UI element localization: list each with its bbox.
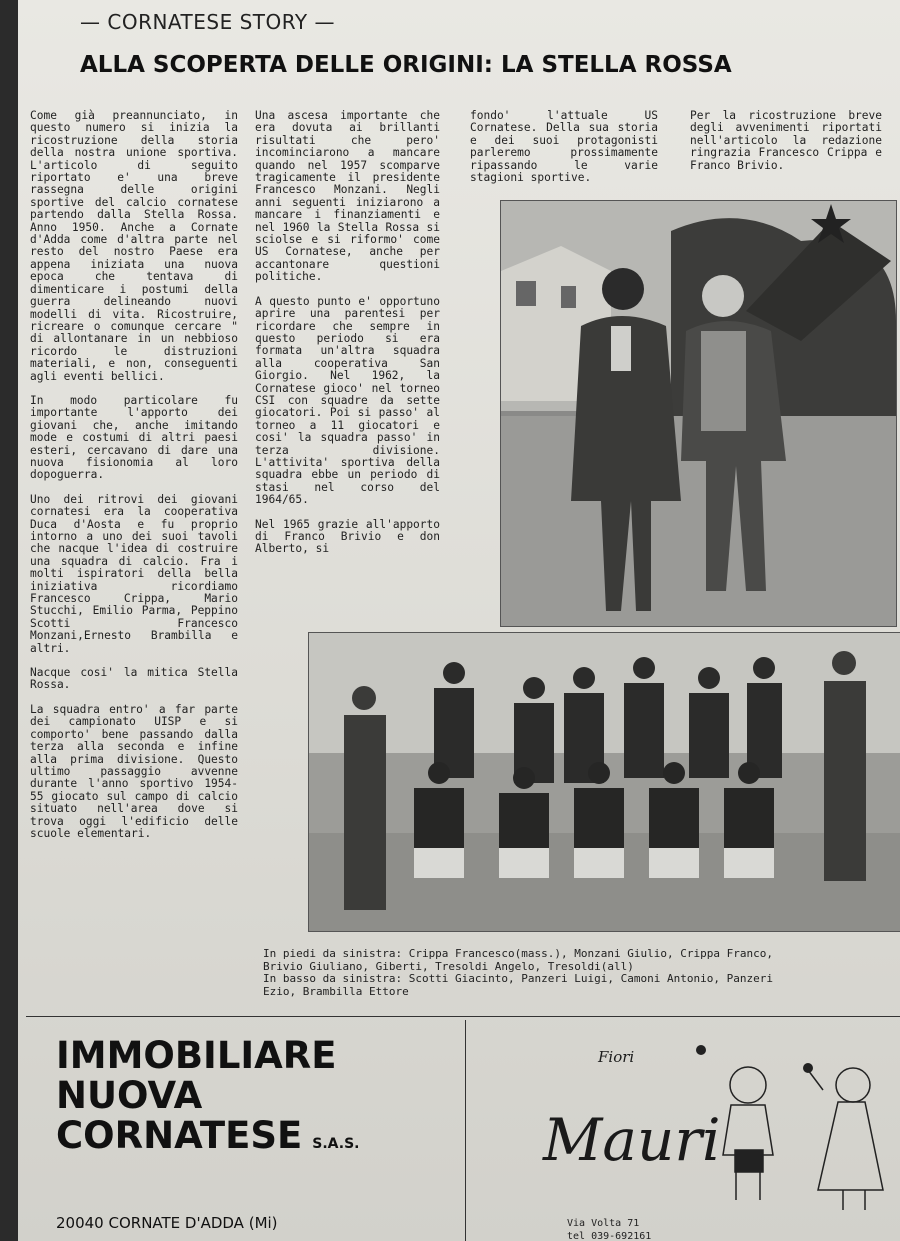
ad-line-text: CORNATESE — [56, 1114, 303, 1157]
paragraph: Una ascesa importante che era dovuta ai brillanti risultati che pero' incominciarono a mancare quando nel 1957 scomparve tragicamente il presidente Francesco Monzani. Negli anni seguenti iniziarono a mancare i finanziamenti e nel 1960 la Stella Rossa si sciolse e si riformo' come US Cornatese, anche per accantonare questioni politiche. — [255, 109, 440, 284]
article-column-2 — [255, 110, 440, 568]
paragraph: Nacque cosi' la mitica Stella Rossa. — [30, 666, 238, 692]
ad-line — [56, 1116, 359, 1164]
section-kicker: — CORNATESE STORY — — [80, 10, 335, 34]
paragraph: In modo particolare fu importante l'apporto dei giovani che, anche imitando mode e costumi di altri paesi esteri, cercavano di dare una nuova fisionomia al loro dopoguerra. — [30, 393, 238, 482]
photo-football-team — [308, 632, 900, 932]
ad-address: 20040 CORNATE D'ADDA (Mi) — [56, 1214, 278, 1232]
signature-text: Mauri — [543, 1106, 721, 1174]
article-column-1 — [30, 110, 238, 852]
caption-line: Brivio Giuliano, Giberti, Tresoldi Angelo, Tresoldi(all) — [263, 959, 634, 973]
ad-street: Via Volta 71 — [567, 1218, 640, 1229]
ad-fiori-mauri — [473, 1030, 900, 1241]
photo-caption — [263, 948, 900, 998]
caption-line: In piedi da sinistra: Crippa Francesco(mass.), Monzani Giulio, Crippa Franco, — [263, 947, 773, 960]
paragraph: Per la ricostruzione breve degli avvenimenti riportati nell'articolo la redazione ringrazia Francesco Crippa e Franco Brivio. — [690, 109, 882, 172]
ad-fiori-label: Fiori — [598, 1048, 635, 1066]
photo-illustration — [501, 201, 896, 626]
paragraph: La squadra entro' a far parte dei campionato UISP e si comporto' bene passando dalla terza alla seconda e infine alla prima divisione. Questo ultimo passaggio avvenne durante l'anno sportivo 1954-55 giocato sul campo di calcio situato nell'area dove si trova oggi l'edificio delle scuole elementari. — [30, 702, 238, 840]
photo-two-men-with-flag — [500, 200, 897, 627]
paragraph: Uno dei ritrovi dei giovani cornatesi era la cooperativa Duca d'Aosta e fu proprio intorno a uno dei suoi tavoli che nacque l'idea di costruire una squadra di calcio. Fra i molti ispiratori della bella iniziativa ricordiamo Francesco Crippa, Mario Stucchi, Emilio Parma, Peppino Scotti Francesco Monzani,Ernesto Brambilla e altri. — [30, 492, 238, 655]
paragraph: A questo punto e' opportuno aprire una parentesi per ricordare che sempre in questo periodo si era formata un'altra squadra alla cooperativa San Giorgio. Nel 1962, la Cornatese gioco' nel torneo CSI con squadre da sette giocatori. Poi si passo' al torneo a 11 giocatori e cosi' la squadra passo' in terza divisione. L'attivita' sportiva della squadra ebbe un periodo di stasi nel corso del 1964/65. — [255, 294, 440, 507]
ad-line: IMMOBILIARE — [56, 1034, 337, 1077]
paragraph: fondo' l'attuale US Cornatese. Della sua storia e dei suoi protagonisti parleremo prossimamente ripassando le varie stagioni sportive. — [470, 109, 658, 185]
girl-figure-icon — [808, 1068, 883, 1210]
ad-immobiliare — [56, 1036, 359, 1164]
paragraph: Nel 1965 grazie all'apporto di Franco Brivio e don Alberto, si — [255, 517, 440, 556]
article-headline: ALLA SCOPERTA DELLE ORIGINI: LA STELLA ROSSA — [80, 52, 732, 78]
team-photo-illustration — [309, 633, 900, 931]
signature-and-children-illustration — [473, 1030, 900, 1241]
company-suffix: S.A.S. — [312, 1136, 360, 1152]
ad-phone: tel 039-692161 — [567, 1231, 652, 1241]
caption-line: Ezio, Brambilla Ettore — [263, 984, 409, 998]
magazine-page — [18, 0, 900, 1241]
paragraph: Come già preannunciato, in questo numero si inizia la ricostruzione della storia della nostra unione sportiva. L'articolo di seguito riportato e' una breve rassegna delle origini sportive del calcio cornatese partendo dalla Stella Rossa. Anno 1950. Anche a Cornate d'Adda come d'altra parte nel resto del nostro Paese era appena iniziata una nuova epoca che tentava di dimenticare i postumi della guerra delineando nuovi modelli di vita. Ricostruire, ricreare o comunque cercare " di allontanare in un nebbioso ricordo le distruzioni materiali, e non, conseguenti agli eventi bellici. — [30, 109, 238, 383]
ad-divider — [465, 1020, 466, 1241]
ad-top-rule — [26, 1016, 900, 1017]
article-column-3 — [470, 110, 658, 196]
article-column-4 — [690, 110, 882, 184]
child-figure-icon — [723, 1067, 773, 1200]
ad-line: NUOVA — [56, 1074, 203, 1117]
caption-line: In basso da sinistra: Scotti Giacinto, Panzeri Luigi, Camoni Antonio, Panzeri — [263, 972, 773, 985]
